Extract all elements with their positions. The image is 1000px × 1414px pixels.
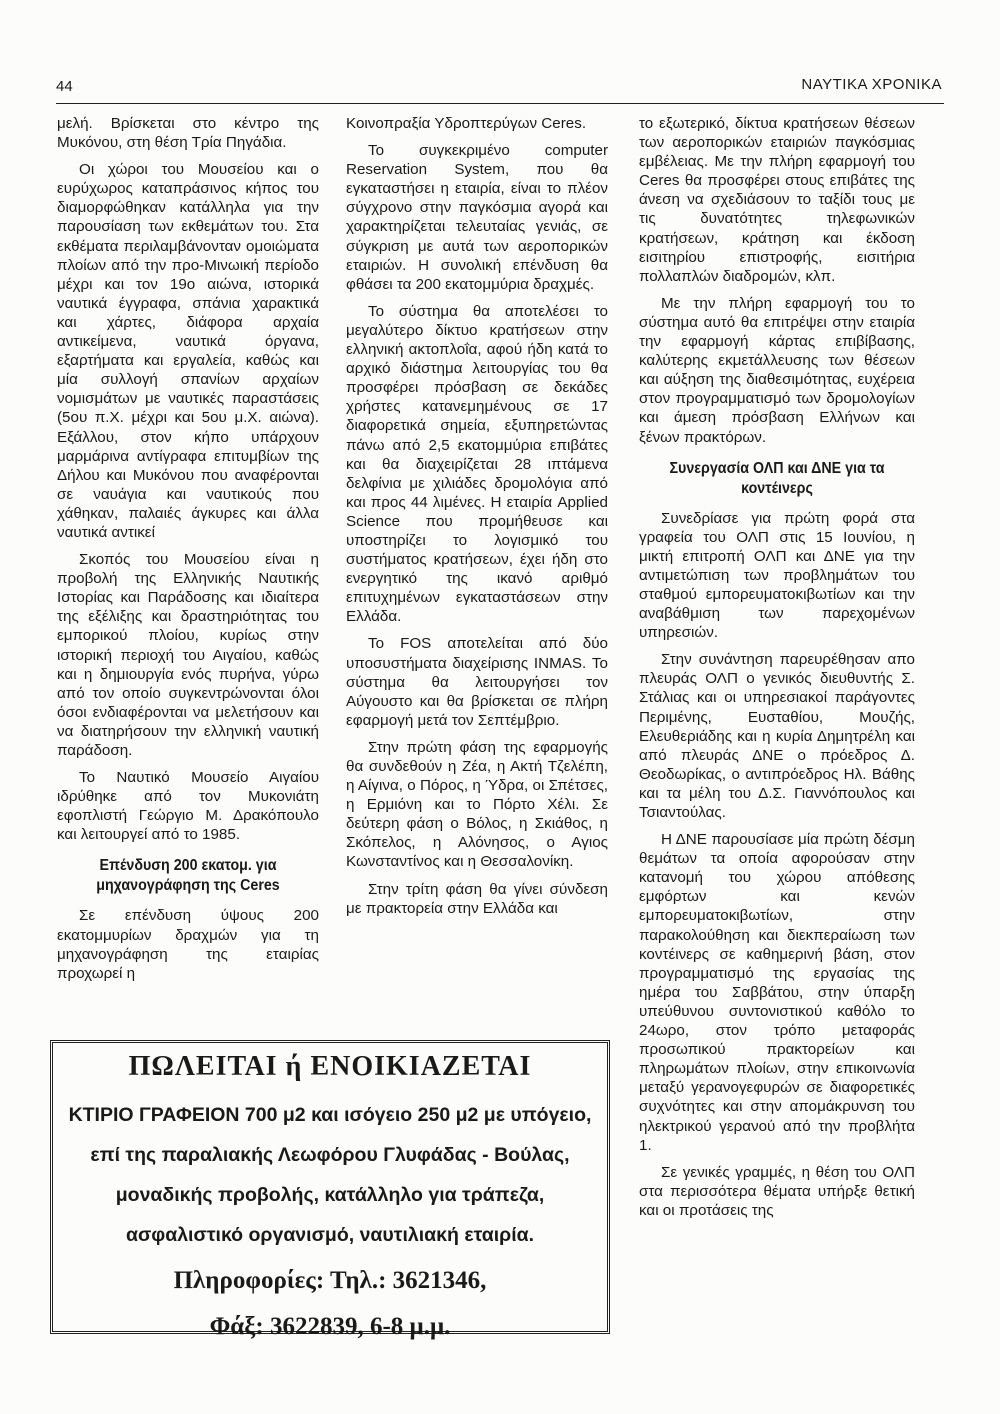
article-heading-olp: Συνεργασία ΟΛΠ και ΔΝΕ για τα κοντέινερς xyxy=(669,459,885,497)
paragraph: Στην πρώτη φάση της εφαρμογής θα συνδεθούν η Ζέα, η Ακτή Τζελέπη, η Αίγινα, ο Πόρος, η Ύδρα, οι Σπέτσες, η Ερμιόνη και το Πόρτο Χέλι. Σε δεύτερη φάση ο Βόλος, η Σκιάθος, η Σκόπελος, η Αλόνησος, ο Αγιος Κωνσταντίνος και η Θεσσαλονίκη. xyxy=(346,738,608,871)
paragraph: Το FOS αποτελείται από δύο υποσυστήματα διαχείρισης INMAS. Το σύστημα θα λειτουργήσει τον Αύγουστο και θα βρίσκεται σε πλήρη εφαρμογή μετά τον Σεπτέμβριο. xyxy=(346,635,608,729)
paragraph: Η ΔΝΕ παρουσίασε μία πρώτη δέσμη θεμάτων τα οποία αφορούσαν στην κατανομή του χώρου απόθεσης εμφόρτων και κενών εμπορευματοκιβωτίων, στην παρακολούθηση και διεκπεραίωση των κοντέινερς σε καθημερινή βάση, στον προγραμματισμό της εργασίας της ημέρα του Σαββάτου, στην ύπαρξη υπεύθυνου συντονιστικού καθόλο το 24ωρο, στον τρόπο μεταφοράς προσωπικού πρακτορείων και πληρωμάτων πλοίων, στην επικοινωνία μεταξύ γερανογεφυρών σε διαφορετικές συχνότητες και στην απομάκρυνση του ηλεκτρικού γερανού από την προβλήτα 1. xyxy=(639,831,915,1154)
paragraph: το εξωτερικό, δίκτυα κρατήσεων θέσεων των αεροπορικών εταιριών παγκόσμιας εμβέλειας. Με την πλήρη εφαρμογή του Ceres θα προσφέρει στους επιβάτες της άνεση να σχεδιάσουν το ταξίδι τους με τις δυνατότητες τηλεφωνικών κρατήσεων, κράτηση και έκδοση εισιτηρίου επιστροφής, εισιτήρια πολλαπλών διαδρομών, κλπ. xyxy=(639,115,915,285)
header-divider xyxy=(56,103,944,104)
ad-phone: Πληροφορίες: Τηλ.: 3621346, xyxy=(173,1267,487,1294)
journal-title: ΝΑΥΤΙΚΑ ΧΡΟΝΙΚΑ xyxy=(801,76,942,93)
paragraph: Σκοπός του Μουσείου είναι η προβολή της Ελληνικής Ναυτικής Ιστορίας και Παράδοσης και ιδιαίτερα της εξέλιξης και δραστηριότητας του εμπορικού πλοίου, κυρίως στην ιστορική περιοχή του Αιγαίου, καθώς και η δημιουργία ενός πυρήνα, γύρω από τον οποίο συγκεντρώνονται όλοι όσοι ενδιαφέρονται να μελετήσουν και να διατηρήσουν την ελληνική ναυτική παράδοση. xyxy=(57,551,319,759)
paragraph: Το συγκεκριμένο computer Reservation System, που θα εγκαταστήσει η εταιρία, είναι το πλέον σύγχρονο στην παγκόσμια αγορά και χαρακτηρίζεται τελευταίας γενιάς, σε σύγκριση με αυτά των αεροπορικών εταιριών. Η συνολική επένδυση θα φθάσει τα 200 εκατομμύρια δραχμές. xyxy=(346,142,608,293)
page-number: 44 xyxy=(56,78,73,95)
article-column-3 xyxy=(639,114,915,1394)
ad-title: ΠΩΛΕΙΤΑΙ ή ΕΝΟΙΚΙΑΖΕΤΑΙ xyxy=(128,1051,532,1082)
paragraph: Στην τρίτη φάση θα γίνει σύνδεση με πρακτορεία στην Ελλάδα και xyxy=(346,880,608,917)
paragraph: Κοινοπραξία Υδροπτερύγων Ceres. xyxy=(346,115,587,132)
paragraph: μελή. Βρίσκεται στο κέντρο της Μυκόνου, στη θέση Τρία Πηγάδια. xyxy=(57,115,319,152)
paragraph: Με την πλήρη εφαρμογή του το σύστημα αυτό θα επιτρέψει στην εταιρία την εφαρμογή κάρτας επιβίβασης, καλύτερης εκμετάλλευσης των θέσεων και αύξηση της διαθεσιμότητας, ευχέρεια στον προγραμματισμό των δρομολογίων και άμεση πρόσβαση Ελλήνων και ξένων πρακτόρων. xyxy=(639,294,915,446)
paragraph: Σε επένδυση ύψους 200 εκατομμυρίων δραχμών για τη μηχανογράφηση της εταιρίας προχωρεί η xyxy=(57,907,319,982)
ad-body: ΚΤΙΡΙΟ ΓΡΑΦΕΙΟΝ 700 μ2 και ισόγειο 250 μ2 με υπόγειο, επί της παραλιακής Λεωφόρου Γλυφάδας - Βούλας, μοναδικής προβολής, κατάλληλο για τράπεζα, ασφαλιστικό οργανισμό, ναυτιλιακή εταιρία. xyxy=(68,1104,592,1246)
article-column-2 xyxy=(346,114,608,1034)
paragraph: Το Ναυτικό Μουσείο Αιγαίου ιδρύθηκε από τον Μυκονιάτη εφοπλιστή Γεώργιο Μ. Δρακόπουλο και λειτουργεί από το 1985. xyxy=(57,769,319,844)
real-estate-advertisement xyxy=(50,1040,610,1340)
article-heading-ceres: Επένδυση 200 εκατομ. για μηχανογράφηση της Ceres xyxy=(96,857,280,895)
article-column-1 xyxy=(57,114,319,1034)
paragraph: Το σύστημα θα αποτελέσει το μεγαλύτερο δίκτυο κρατήσεων στην ελληνική ακτοπλοΐα, αφού ήδη κατά το αρχικό διάστημα λειτουργίας του θα προσφέρει πρόσβαση σε δεκάδες χρήστες κατανεμημένους σε 17 διαφορετικά σημεία, εξυπηρετώντας πάνω από 2,5 εκατομμύρια επιβάτες και θα διαχειρίζεται 28 ιπτάμενα δελφίνια με χιλιάδες δρομολόγια από και προς 44 λιμένες. Η εταιρία Applied Science που προμήθευσε και υποστηρίζει το λογισμικό του συστήματος κρατήσεων, έχει ήδη στο ενεργητικό της ικανό αριθμό επιτυχημένων εγκαταστάσεων στην Ελλάδα. xyxy=(346,302,608,626)
paragraph: Οι χώροι του Μουσείου και ο ευρύχωρος καταπράσινος κήπος του διαμορφώθηκαν κατάλληλα για την παρουσίαση των εκθεμάτων του. Στα εκθέματα περιλαμβάνονταν ομοιώματα πλοίων από την προ-Μινωική περίοδο μέχρι και τον 19ο αιώνα, ιστορικά ναυτικά έγγραφα, σπάνια χαρακτικά και χάρτες, διάφορα αρχαία αντικείμενα, ναυτικά όργανα, εξαρτήματα και εργαλεία, καθώς και μία συλλογή σπανίων αρχαίων νομισμάτων με ναυτικές παραστάσεις (5ου π.Χ. μέχρι και 5ου μ.Χ. αιώνα). Εξάλλου, στον κήπο υπάρχουν μαρμάρινα αντίγραφα επιτυμβίων της Δήλου και Μυκόνου που αναφέρονται σε ναυάγια και ναυτικούς που χάθηκαν, παλαιές άγκυρες και άλλα ναυτικά αντικεί xyxy=(57,161,319,541)
paragraph: Σε γενικές γραμμές, η θέση του ΟΛΠ στα περισσότερα θέματα υπήρξε θετική και οι προτάσεις της xyxy=(639,1163,915,1219)
paragraph: Συνεδρίασε για πρώτη φορά στα γραφεία του ΟΛΠ στις 15 Ιουνίου, η μικτή επιτροπή ΟΛΠ και ΔΝΕ για την αντιμετώπιση των προβλημάτων του σταθμού εμπορευματοκιβωτίων και την αναβάθμιση των παρεχομένων υπηρεσιών. xyxy=(639,509,915,642)
paragraph: Στην συνάντηση παρευρέθησαν απο πλευράς ΟΛΠ ο γενικός διευθυντής Σ. Στάλιας και οι υπηρεσιακοί παράγοντες Περιμένης, Ευσταθίου, Μουζής, Ελευθεριάδης και η κυρία Δημητρέλη και από πλευράς ΔΝΕ ο πρόεδρος Δ. Θεοδωρίκας, ο αντιπρόεδρος Ηλ. Βάθης και τα μέλη του Δ.Σ. Γιαννόπουλος και Τσιαντούλας. xyxy=(639,651,915,821)
ad-fax: Φάξ: 3622839, 6-8 μ.μ. xyxy=(209,1313,451,1340)
